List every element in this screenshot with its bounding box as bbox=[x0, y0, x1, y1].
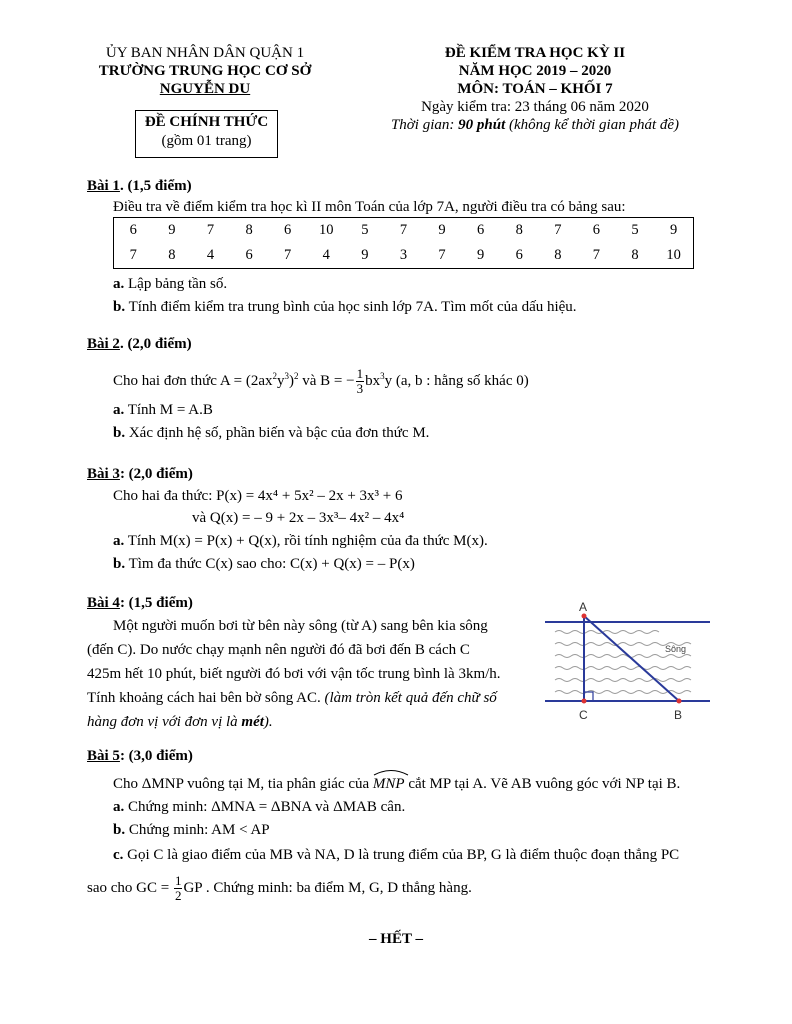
score-cell: 9 bbox=[168, 222, 176, 238]
bai4-label: Bài 4 bbox=[87, 595, 120, 611]
bai3-part-a bbox=[113, 531, 488, 551]
part-text: Tính M = A.B bbox=[124, 402, 213, 418]
part-label: b. bbox=[113, 822, 126, 838]
fraction-numerator: 1 bbox=[174, 873, 182, 889]
bai4-heading bbox=[87, 593, 193, 613]
score-cell: 3 bbox=[399, 247, 408, 263]
score-cell: 7 bbox=[399, 222, 408, 238]
angle-name: MNP bbox=[372, 776, 405, 792]
point-b bbox=[677, 699, 682, 704]
bai4-text bbox=[87, 614, 528, 734]
gc-prefix: sao cho GC = bbox=[87, 880, 173, 896]
exam-date: Ngày kiểm tra: 23 tháng 06 năm 2020 bbox=[421, 99, 649, 115]
monomial-b-prefix: và B = − bbox=[298, 373, 355, 389]
score-cell: 9 bbox=[669, 222, 678, 238]
monomial-a-prefix: Cho hai đơn thức A = (2ax bbox=[113, 373, 273, 389]
exam-time bbox=[360, 116, 710, 134]
fraction-denominator: 2 bbox=[174, 888, 182, 904]
school-type-line: TRƯỜNG TRUNG HỌC CƠ SỞ bbox=[98, 63, 312, 79]
monomial-b-body: bx bbox=[365, 373, 381, 389]
bai4-unit: mét bbox=[241, 714, 264, 730]
bai4-line bbox=[87, 710, 528, 734]
constants-note: (a, b : hằng số khác 0) bbox=[392, 373, 529, 389]
bai5-part-c-cont bbox=[87, 872, 472, 904]
bai5-intro-pre: Cho ΔMNP vuông tại M, tia phân giác của bbox=[113, 776, 373, 792]
score-row-2 bbox=[114, 243, 694, 269]
river-waves bbox=[555, 631, 691, 694]
score-cell: 6 bbox=[592, 222, 601, 238]
part-label: b. bbox=[113, 425, 126, 441]
school-name-line: NGUYỄN DU bbox=[159, 81, 251, 97]
part-label: b. bbox=[113, 556, 126, 572]
bai5-part-b bbox=[113, 820, 270, 840]
part-text: Xác định hệ số, phần biến và bậc của đơn thức M. bbox=[125, 425, 430, 441]
bai4-line: Một người muốn bơi từ bên này sông (từ A) sang bên kia sông bbox=[113, 618, 488, 634]
bai5-part-c bbox=[113, 845, 679, 865]
score-cell: 6 bbox=[129, 222, 137, 238]
part-text: Lập bảng tần số. bbox=[124, 276, 228, 292]
polynomial-q: và Q(x) = – 9 + 2x – 3x³– 4x² – 4x⁴ bbox=[192, 510, 405, 526]
bai5-label: Bài 5 bbox=[87, 748, 120, 764]
bai1-heading bbox=[87, 176, 192, 196]
fraction-denominator: 3 bbox=[356, 381, 364, 397]
angle-arc-icon bbox=[373, 768, 409, 776]
label-b: B bbox=[674, 708, 683, 722]
score-cell: 9 bbox=[477, 247, 485, 263]
bai3-points: : (2,0 điểm) bbox=[119, 466, 193, 482]
score-cell: 7 bbox=[284, 247, 292, 263]
bai2-part-a bbox=[113, 400, 213, 420]
point-c bbox=[582, 699, 587, 704]
bai2-points: . (2,0 điểm) bbox=[119, 336, 192, 352]
exam-title: ĐỀ KIỂM TRA HỌC KỲ II bbox=[444, 45, 626, 61]
score-cell: 8 bbox=[245, 222, 253, 238]
bai5-part-a bbox=[113, 797, 405, 817]
label-a: A bbox=[579, 600, 588, 614]
polynomial-p: Cho hai đa thức: P(x) = 4x⁴ + 5x² – 2x + 3x³ + 6 bbox=[113, 488, 403, 504]
score-cell: 4 bbox=[322, 247, 330, 263]
part-label: a. bbox=[113, 276, 125, 292]
score-cell: 6 bbox=[284, 222, 292, 238]
bai1-label: Bài 1 bbox=[87, 178, 120, 194]
fraction-one-third bbox=[356, 367, 365, 396]
part-text: Tính M(x) = P(x) + Q(x), rồi tính nghiệm của đa thức M(x). bbox=[124, 533, 488, 549]
score-cell: 8 bbox=[515, 222, 523, 238]
segment-ab bbox=[584, 616, 679, 701]
bai4-points: : (1,5 điểm) bbox=[119, 595, 193, 611]
bai4-unit-end: ). bbox=[263, 714, 273, 730]
score-cell: 8 bbox=[631, 247, 639, 263]
score-cell: 7 bbox=[129, 247, 137, 263]
score-cell: 6 bbox=[245, 247, 253, 263]
bai1-part-b bbox=[113, 297, 577, 317]
school-header bbox=[60, 44, 350, 98]
point-a bbox=[582, 614, 587, 619]
part-label: a. bbox=[113, 402, 125, 418]
part-text: Chứng minh: ΔMNA = ΔBNA và ΔMAB cân. bbox=[124, 799, 406, 815]
bai4-rounding-note: (làm tròn kết quả đến chữ số bbox=[324, 690, 497, 706]
bai2-part-b bbox=[113, 423, 429, 443]
river-figure bbox=[545, 598, 715, 726]
bai2-intro: Cho hai đơn thức $A = (2ax^2y^3)^2$ và B = − $\frac{1}{3}$ $bx^3y$ (a, b : hằng số khác 0) bbox=[113, 366, 529, 397]
score-cell: 6 bbox=[477, 222, 485, 238]
bai2-heading bbox=[87, 334, 192, 354]
bai4-line bbox=[87, 686, 528, 710]
score-cell: 8 bbox=[168, 247, 176, 263]
bai5-points: : (3,0 điểm) bbox=[119, 748, 193, 764]
score-cell: 7 bbox=[438, 247, 446, 263]
exam-header bbox=[360, 44, 710, 134]
end-marker: – HẾT – bbox=[369, 931, 423, 947]
bai1-part-a bbox=[113, 274, 227, 294]
district-line: ỦY BAN NHÂN DÂN QUẬN 1 bbox=[105, 45, 305, 61]
time-prefix: Thời gian: bbox=[390, 117, 459, 133]
angle-mnp bbox=[373, 774, 405, 794]
score-table bbox=[113, 217, 694, 269]
score-cell: 7 bbox=[206, 222, 215, 238]
time-duration: 90 phút bbox=[458, 117, 506, 133]
bai2-label: Bài 2 bbox=[87, 336, 120, 352]
score-cell: 4 bbox=[206, 247, 215, 263]
bai4-line: 425m hết 10 phút, biết người đó bơi với vận tốc trung bình là 3km/h. bbox=[87, 666, 501, 682]
official-stamp-box bbox=[135, 110, 278, 158]
score-cell: 5 bbox=[361, 222, 369, 238]
bai4-unit-note: hàng đơn vị với đơn vị là bbox=[87, 714, 242, 730]
label-c: C bbox=[579, 708, 588, 722]
part-label: a. bbox=[113, 533, 125, 549]
school-year: NĂM HỌC 2019 – 2020 bbox=[458, 63, 612, 79]
score-cell: 6 bbox=[515, 247, 523, 263]
official-pages: (gồm 01 trang) bbox=[161, 133, 252, 149]
bai5-heading bbox=[87, 746, 193, 766]
score-cell: 10 bbox=[666, 247, 681, 263]
part-text: Chứng minh: AM < AP bbox=[125, 822, 270, 838]
gc-suffix: GP . Chứng minh: ba điểm M, G, D thẳng hàng. bbox=[183, 880, 472, 896]
bai1-points: . (1,5 điểm) bbox=[119, 178, 192, 194]
score-cell: 5 bbox=[631, 222, 639, 238]
bai4-question: Tính khoảng cách hai bên bờ sông AC. bbox=[87, 690, 325, 706]
fraction-numerator: 1 bbox=[356, 366, 364, 382]
bai5-intro bbox=[113, 774, 680, 794]
score-cell: 7 bbox=[592, 247, 601, 263]
official-title: ĐỀ CHÍNH THỨC bbox=[144, 114, 269, 130]
part-label: c. bbox=[113, 847, 124, 863]
score-row-1 bbox=[114, 218, 694, 244]
bai5-intro-post: cắt MP tại A. Vẽ AB vuông góc với NP tại B. bbox=[404, 776, 681, 792]
part-text: Gọi C là giao điểm của MB và NA, D là trung điểm của BP, G là điểm thuộc đoạn thẳng PC bbox=[123, 847, 680, 863]
part-label: b. bbox=[113, 299, 126, 315]
part-label: a. bbox=[113, 799, 125, 815]
time-suffix: (không kể thời gian phát đề) bbox=[505, 117, 680, 133]
bai4-line: (đến C). Do nước chạy mạnh nên người đó đã bơi đến B cách C bbox=[87, 642, 470, 658]
score-cell: 10 bbox=[319, 222, 334, 238]
score-cell: 8 bbox=[554, 247, 562, 263]
bai1-intro: Điều tra về điểm kiểm tra học kì II môn Toán của lớp 7A, người điều tra có bảng sau: bbox=[113, 199, 626, 215]
score-cell: 9 bbox=[438, 222, 446, 238]
part-text: Tìm đa thức C(x) sao cho: C(x) + Q(x) = – P(x) bbox=[125, 556, 415, 572]
score-cell: 7 bbox=[554, 222, 562, 238]
label-river: Sông bbox=[665, 644, 687, 654]
bai3-part-b bbox=[113, 554, 415, 574]
subject-line: MÔN: TOÁN – KHỐI 7 bbox=[457, 81, 613, 97]
bai3-label: Bài 3 bbox=[87, 466, 120, 482]
bai3-heading bbox=[87, 464, 193, 484]
score-cell: 9 bbox=[361, 247, 369, 263]
fraction-one-half bbox=[174, 874, 183, 903]
part-text: Tính điểm kiểm tra trung bình của học sinh lớp 7A. Tìm mốt của dấu hiệu. bbox=[125, 299, 577, 315]
